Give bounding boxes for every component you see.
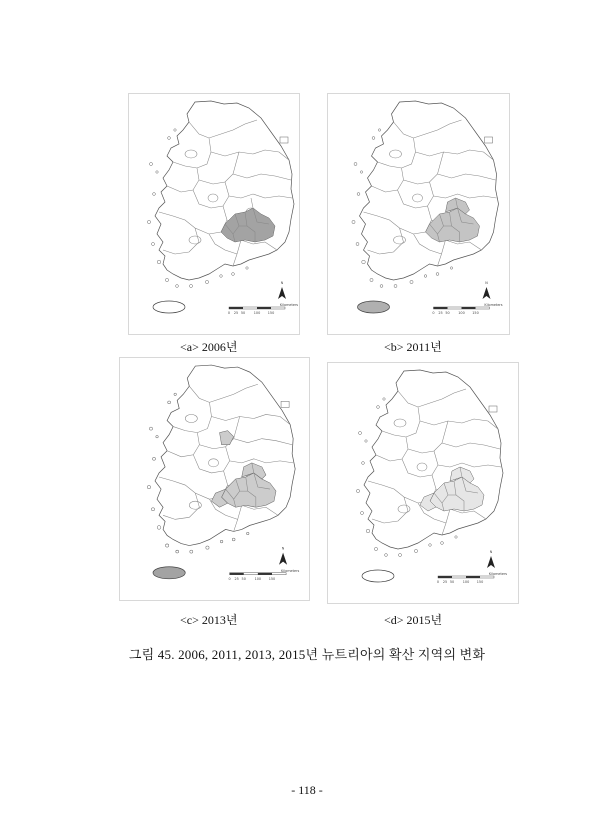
daejeon-boundary [208, 459, 218, 467]
ulleungdo-box [281, 401, 289, 407]
scale-bar [437, 572, 507, 584]
figure-caption: 그림 45. 2006, 2011, 2013, 2015년 뉴트리아의 확산 지역의 변화 [128, 647, 486, 662]
svg-text:Kilometers: Kilometers [488, 572, 508, 576]
svg-text:N: N [485, 281, 488, 285]
caption-d: <d> 2015년 [384, 613, 443, 627]
spread-region-main [221, 208, 275, 242]
caption-c: <c> 2013년 [180, 613, 238, 627]
province-borders [368, 389, 501, 535]
seoul-boundary [185, 150, 197, 158]
gwangju-boundary [398, 505, 410, 513]
svg-text:150: 150 [267, 311, 275, 315]
spread-region-chungbuk [219, 166, 233, 180]
svg-text:50: 50 [241, 576, 246, 581]
jeju-island [153, 567, 185, 579]
jeju-island [362, 570, 394, 582]
spread-region-chungbuk [220, 431, 234, 445]
svg-text:0: 0 [432, 311, 435, 315]
svg-text:50: 50 [240, 311, 246, 315]
map-panel-2015 [327, 362, 519, 604]
svg-text:150: 150 [268, 576, 276, 581]
svg-text:Kilometers: Kilometers [279, 303, 299, 307]
svg-text:0: 0 [228, 576, 231, 581]
spread-region [211, 431, 276, 508]
ulleungdo-box [485, 137, 493, 143]
spread-region-chungbuk [428, 435, 442, 449]
svg-text:25: 25 [233, 311, 239, 315]
map-panel-2013 [119, 357, 310, 601]
svg-text:100: 100 [462, 580, 470, 584]
gwangju-boundary [189, 236, 201, 244]
spread-region-main [222, 473, 276, 507]
spread-region-chungbuk [424, 166, 438, 180]
svg-text:N: N [489, 550, 493, 554]
svg-text:150: 150 [476, 580, 484, 584]
caption-b: <b> 2011년 [384, 340, 442, 354]
svg-text:0: 0 [227, 311, 231, 315]
jeju-island [153, 301, 185, 313]
svg-text:25: 25 [442, 580, 448, 584]
korea-outline [360, 101, 499, 280]
spread-region-main [426, 208, 480, 242]
svg-text:N: N [281, 546, 285, 551]
svg-text:25: 25 [438, 311, 443, 315]
map-panel-2006 [128, 93, 300, 335]
page-number: - 118 - [291, 783, 323, 797]
ulleungdo-box [489, 406, 497, 412]
gwangju-boundary [189, 501, 201, 509]
svg-text:50: 50 [445, 311, 450, 315]
province-borders [159, 120, 292, 266]
province-borders [159, 384, 293, 531]
seoul-boundary [185, 414, 197, 422]
korea-outline [155, 101, 294, 280]
scale-bar [432, 303, 502, 315]
north-arrow [483, 281, 491, 299]
svg-text:100: 100 [458, 311, 465, 315]
gwangju-boundary [394, 236, 406, 244]
caption-a: <a> 2006년 [180, 340, 238, 354]
svg-text:N: N [280, 281, 284, 285]
province-borders [364, 120, 497, 266]
spread-region-main [430, 477, 484, 511]
scale-bar [229, 569, 300, 581]
jeju-island [358, 301, 390, 313]
svg-text:0: 0 [436, 580, 440, 584]
svg-text:100: 100 [254, 576, 262, 581]
north-arrow [278, 281, 286, 299]
spread-region [416, 166, 480, 242]
daejeon-boundary [208, 194, 218, 202]
spread-region [420, 435, 484, 511]
svg-text:25: 25 [234, 576, 239, 581]
scale-bar [228, 303, 298, 315]
north-arrow [279, 547, 287, 565]
seoul-boundary [390, 150, 402, 158]
daejeon-boundary [417, 463, 427, 471]
svg-text:50: 50 [449, 580, 455, 584]
north-arrow [487, 550, 495, 568]
korea-outline [155, 365, 295, 545]
seoul-boundary [394, 419, 406, 427]
svg-text:Kilometers: Kilometers [484, 303, 503, 307]
svg-text:150: 150 [472, 311, 479, 315]
map-panel-2011 [327, 93, 510, 335]
korea-outline [364, 370, 503, 549]
spread-region [211, 166, 275, 242]
daejeon-boundary [413, 194, 423, 202]
svg-text:Kilometers: Kilometers [281, 568, 300, 573]
ulleungdo-box [280, 137, 288, 143]
svg-text:100: 100 [253, 311, 261, 315]
